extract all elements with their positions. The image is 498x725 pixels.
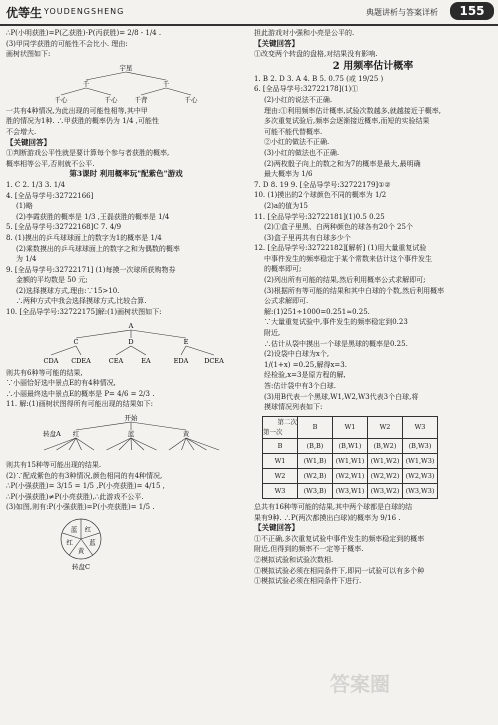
tree-leaf: EA bbox=[141, 356, 151, 365]
tree-branch bbox=[166, 88, 191, 95]
answer-line: 6. [全品导学号:32722178](1)① bbox=[254, 85, 359, 94]
table-cell: (W2,W2) bbox=[368, 468, 403, 483]
tree-branch bbox=[186, 346, 214, 355]
tree-branch bbox=[69, 438, 76, 450]
tree-branch bbox=[131, 438, 157, 450]
answer-line: 1/(1+x) =0.25,解得x=3. bbox=[264, 360, 347, 369]
table-cell: (W2,W3) bbox=[403, 468, 438, 483]
answer-line: 经检验,x=3是原方程的解, bbox=[264, 371, 346, 380]
answer-line: 则共有6种等可能的结果, bbox=[6, 368, 83, 377]
table-header-cell: W3 bbox=[403, 416, 438, 438]
answer-line: ∴P(小明获胜)=P(乙获胜)-P(丙获胜)= 2/8 - 1/4 . bbox=[6, 29, 162, 37]
answer-line: (3)盒子里再共有白球多少个 bbox=[264, 233, 351, 242]
table-header-cell: B bbox=[298, 416, 333, 438]
answer-line: 10. [全品导学号:32722175]解:(1)画树状图如下: bbox=[6, 308, 162, 317]
answer-line: 1. C 2. 1/3 3. 1/4 bbox=[6, 180, 66, 189]
tree-branch bbox=[131, 422, 186, 430]
left-column bbox=[6, 28, 246, 573]
key-answer-heading: 【关键回答】 bbox=[6, 137, 51, 147]
answer-line: 1. B 2. D 3. A 4. B 5. 0.75 (或 19/25 ) bbox=[254, 74, 384, 83]
watermark-logo: 答案圈 bbox=[330, 672, 390, 696]
table-cell: (W2,W1) bbox=[333, 468, 368, 483]
answer-line: ∴P(小强获胜)≠P(小亮获胜),∴此游戏不公平. bbox=[6, 492, 144, 501]
answer-line: (3)如图,则有:P(小强获胜)=P(小亮获胜)= 1/5 . bbox=[6, 503, 155, 512]
brand-english: YOUDENGSHENG bbox=[44, 7, 125, 16]
answer-line: ①模拟试验必须在相同条件下进行. bbox=[254, 577, 362, 586]
spinner-label: 转盘C bbox=[72, 563, 90, 571]
tree-branch bbox=[76, 330, 131, 338]
table-cell: (B,W1) bbox=[333, 438, 368, 453]
answer-line: 胜的情况为1种. ∴甲获胜的概率仍为 1/4 ,可能性 bbox=[6, 117, 159, 126]
answer-line: 4. [全品导学号:32722166] bbox=[6, 191, 94, 200]
answer-line: (2)小红的说法不正确. bbox=[264, 95, 333, 104]
answer-line: ②模拟试验和试验次数相. bbox=[254, 555, 334, 564]
tree-branch bbox=[116, 346, 131, 355]
table-row bbox=[263, 483, 438, 498]
table-cell: (W2,B) bbox=[298, 468, 333, 483]
table-cell: (W3,B) bbox=[298, 483, 333, 498]
table-header-cell: W1 bbox=[333, 416, 368, 438]
tree-branch bbox=[61, 88, 86, 95]
tree-branch bbox=[76, 346, 81, 355]
table-cell: W3 bbox=[263, 483, 298, 498]
tree-branch bbox=[131, 346, 146, 355]
table-cell: (W1,W3) bbox=[403, 453, 438, 468]
tree-branch bbox=[119, 438, 131, 450]
tree-node: 黄 bbox=[182, 430, 190, 439]
answer-line: ∴两种方式中我会选择摸球方式,比较合算. bbox=[16, 297, 147, 306]
answer-line: 附近, bbox=[264, 329, 281, 338]
table-row bbox=[263, 438, 438, 453]
answer-line: 附近,但得到的频率不一定等于概率. bbox=[254, 545, 364, 554]
tree-branch bbox=[131, 438, 144, 450]
answer-line: 则共有15种等可能出现的结果. bbox=[6, 461, 102, 470]
answer-line: (3)用B代表一个黑球,W1,W2,W3代表3个白球,将 bbox=[264, 392, 419, 401]
tree-root: A bbox=[128, 321, 134, 330]
right-column bbox=[254, 28, 492, 587]
page-header bbox=[0, 0, 498, 26]
tree-branch bbox=[44, 438, 76, 450]
tree-branch bbox=[86, 72, 126, 80]
spinner-sector-label: 红 bbox=[84, 525, 92, 534]
answer-line: (2)两枚骰子向上的数之和为7的概率是最大,最明确 bbox=[264, 159, 421, 168]
table-corner: 第二次 第一次 bbox=[263, 416, 298, 438]
answer-line: 答:估计袋中有3个白球. bbox=[264, 382, 337, 390]
answer-line: (2)∵配成紫色的有3种情况,颜色相同的有4种情况, bbox=[6, 471, 163, 480]
series-title: 典题讲析与答案详析 bbox=[366, 8, 438, 17]
tree-branch bbox=[181, 346, 186, 355]
answer-line: 总共有16种等可能的结果,其中两个球都是白球的结 bbox=[254, 502, 413, 511]
spinner-sector-label: 黄 bbox=[77, 547, 85, 555]
answer-line: 中事件发生的频率稳定于某个常数来估计这个事件发生 bbox=[264, 254, 432, 263]
tree-diagram-1 bbox=[36, 62, 216, 104]
answer-line: (3)甲同学获胜的可能性不会比小. 理由: bbox=[6, 39, 128, 48]
answer-line: ∴P(小强获胜)= 3/15 = 1/5 ,P(小亮获胜)= 4/15 , bbox=[6, 482, 165, 491]
answer-line: 11. 解:(1)画树状图得所有可能出现的结果如下: bbox=[6, 400, 153, 409]
table-cell: W1 bbox=[263, 453, 298, 468]
answer-line: ①改变两个转盘的盘格,对结果没有影响. bbox=[254, 50, 378, 59]
answer-line: ①模拟试验必须在相同条件下,即同一试验可以有多个种 bbox=[254, 566, 425, 575]
tree-branch bbox=[107, 438, 132, 450]
tree-leaf: 千心 bbox=[184, 95, 198, 104]
answer-line: 画树状图如下: bbox=[6, 50, 51, 59]
answer-line: 不会增大. bbox=[6, 127, 37, 136]
answer-line: (2)①盒子里黑、白两种颜色的球各有20个 25个 bbox=[264, 223, 413, 232]
answer-line: 5. [全品导学号:32722168]C 7. 4/9 bbox=[6, 223, 122, 232]
answer-line: (3)根据所有等可能的结果和其中白球的个数,然后利用概率 bbox=[264, 286, 445, 295]
table-header-cell: W2 bbox=[368, 416, 403, 438]
tree-leaf: EDA bbox=[173, 356, 189, 365]
table-cell: (W3,W2) bbox=[368, 483, 403, 498]
tree-leaf: 千心 bbox=[104, 95, 118, 104]
tree-leaf: DCEA bbox=[204, 356, 224, 365]
tree-branch bbox=[186, 438, 194, 450]
answer-line: (1)略 bbox=[16, 202, 33, 211]
tree-leaf: CEA bbox=[108, 356, 124, 365]
answer-line: ∵大量重复试验中,事件发生的频率稳定到0.23 bbox=[264, 318, 408, 327]
tree-branch bbox=[131, 438, 132, 450]
tree-label: 转盘A bbox=[43, 430, 61, 439]
answer-line: 摸球情况列表如下: bbox=[264, 403, 323, 412]
key-answer-heading: 【关键回答】 bbox=[254, 523, 299, 533]
tree-node: 蓝 bbox=[127, 430, 135, 439]
answer-line: 8. (1)摸出的乒乓球球面上的数字为1的概率是 1/4 bbox=[6, 233, 162, 242]
table-cell: (B,W2) bbox=[368, 438, 403, 453]
tree-leaf: 千心 bbox=[54, 95, 68, 104]
tree-diagram-3 bbox=[36, 412, 226, 458]
tree-branch bbox=[76, 422, 131, 430]
answer-line: 可能不能代替概率. bbox=[264, 127, 323, 136]
tree-node: E bbox=[183, 337, 189, 346]
answer-line: 为 1/4 bbox=[16, 255, 37, 264]
spinner-sector-label: 蓝 bbox=[89, 538, 96, 547]
tree-branch bbox=[186, 438, 207, 450]
tree-branch bbox=[86, 88, 111, 95]
answer-line: 概率相等公平,否则就不公平. bbox=[6, 159, 95, 168]
answer-line: 的概率即可; bbox=[264, 265, 302, 274]
answer-line: 10. (1)摸出的2个球颜色不同的概率为 1/2 bbox=[254, 191, 387, 200]
lesson-title: 第3课时 利用概率玩"配紫色"游戏 bbox=[69, 169, 183, 179]
answer-line: (3)小红的做法也不正确. bbox=[264, 148, 340, 157]
answer-line: ∴小丽最终选中景点E的概率是 P= 4/6 = 2/3 . bbox=[6, 389, 155, 398]
answer-line: 理由:①利用频率估计概率,试验次数越多,就越接近于概率, bbox=[264, 106, 442, 115]
tree-node: 千 bbox=[162, 79, 170, 88]
spinner-diagram bbox=[36, 515, 126, 571]
answer-line: 担此游戏对小强和小亮是公平的. bbox=[254, 29, 355, 37]
section-title: 2 用频率估计概率 bbox=[332, 60, 414, 72]
tree-leaf: 千背 bbox=[134, 95, 148, 104]
answer-line: (2)李霞获胜的概率是 1/3 ,王磊获胜的概率是 1/4 bbox=[16, 212, 170, 221]
tree-root: 开始 bbox=[124, 414, 138, 423]
answer-line: 多次重复试验后,频率会逐渐接近概率,而短的实验结果 bbox=[264, 117, 430, 126]
answer-line: (2)选择摸球方式,理由:∵15>10. bbox=[16, 286, 120, 295]
answer-line: ①判断游戏公平性就是要计算每个参与者获胜的概率, bbox=[6, 149, 170, 158]
spinner-sector-label: 蓝 bbox=[70, 525, 78, 534]
table-cell: (W3,W1) bbox=[333, 483, 368, 498]
table-cell: (W3,W3) bbox=[403, 483, 438, 498]
answer-line: 11. [全品导学号:32722181](1)0.5 0.25 bbox=[254, 212, 385, 221]
tree-node: 千 bbox=[82, 79, 90, 88]
tree-branch bbox=[126, 72, 166, 80]
spinner-sector-label: 红 bbox=[66, 538, 73, 547]
answer-line: 金额的平均数是 50 元; bbox=[16, 276, 88, 285]
table-row bbox=[263, 453, 438, 468]
answer-line: 公式求解即可. bbox=[264, 297, 309, 306]
answer-line: 7. D 8. 19 9. [全品导学号:32722179]①② bbox=[254, 180, 391, 189]
tree-branch bbox=[51, 346, 76, 355]
answer-line: ∴估计从袋中摸出一个球是黑球的概率是0.25. bbox=[264, 339, 408, 348]
answer-line: ①不正确,多次重复试验中事件发生的频率稳定到的概率 bbox=[254, 534, 425, 543]
tree-branch bbox=[141, 88, 166, 95]
table-cell: (B,W3) bbox=[403, 438, 438, 453]
answer-line: 一共有4种情况,为此出现的可能性相等,其中甲 bbox=[6, 106, 148, 115]
tree-leaf: CDA bbox=[43, 356, 59, 365]
key-answer-heading: 【关键回答】 bbox=[254, 38, 299, 48]
answer-line: (2)列出所有可能的结果,然后利用概率公式求解即可; bbox=[264, 276, 426, 285]
tree-branch bbox=[186, 438, 219, 450]
tree-node: 红 bbox=[72, 430, 80, 439]
answer-line: ∵小丽恰好选中景点E的有4种情况, bbox=[6, 379, 116, 388]
table-cell: W2 bbox=[263, 468, 298, 483]
table-cell: (W1,B) bbox=[298, 453, 333, 468]
answer-line: (2)a的值为15 bbox=[264, 201, 308, 210]
answer-line: 解:(1)251÷1000=0.251≈0.25. bbox=[264, 307, 370, 316]
answer-line: ②小红的做法不正确. bbox=[264, 138, 330, 147]
brand-logo: 优等生 bbox=[6, 6, 43, 20]
tree-diagram-2 bbox=[36, 320, 226, 366]
answer-line: 9. [全品导学号:32722171] (1)每摸一次球所获购物券 bbox=[6, 265, 176, 274]
table-cell: (B,B) bbox=[298, 438, 333, 453]
answer-line: 12. [全品导学号:32722182][解析] (1)用大量重复试验 bbox=[254, 244, 427, 253]
answer-line: (2)设袋中白球为x个, bbox=[264, 350, 330, 359]
table-cell: (W1,W2) bbox=[368, 453, 403, 468]
tree-root: 宇星 bbox=[119, 63, 133, 72]
answer-line: 果有9种. ∴P(两次都摸出白球)的概率为 9/16 . bbox=[254, 513, 401, 522]
answer-line: (2)乘数摸出的乒乓球球面上的数字之和为偶数的概率 bbox=[16, 244, 180, 253]
tree-node: D bbox=[128, 337, 134, 346]
answer-line: 最大概率为 1/6 bbox=[264, 170, 313, 179]
outcome-table bbox=[262, 416, 438, 499]
tree-node: C bbox=[73, 337, 79, 346]
table-cell: B bbox=[263, 438, 298, 453]
page-number: 155 bbox=[450, 2, 494, 20]
table-cell: (W1,W1) bbox=[333, 453, 368, 468]
tree-branch bbox=[131, 330, 186, 338]
tree-leaf: CDEA bbox=[71, 356, 91, 365]
table-row bbox=[263, 468, 438, 483]
